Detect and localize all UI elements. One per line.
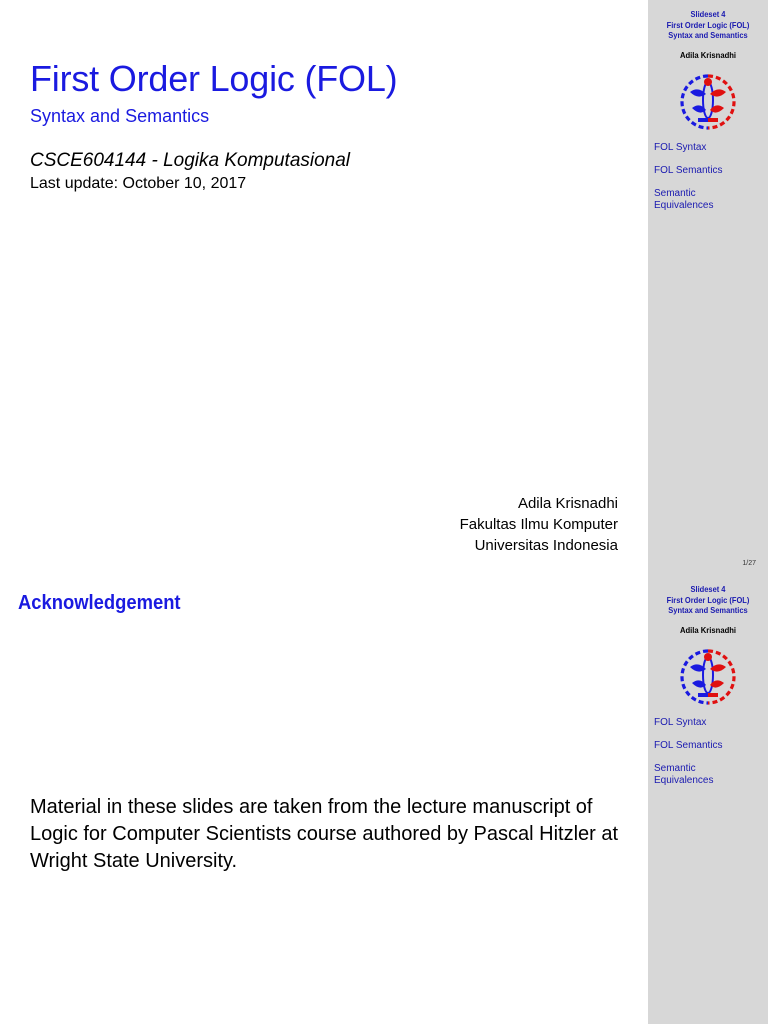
last-update: Last update: October 10, 2017 bbox=[30, 175, 247, 192]
sidebar-nav bbox=[648, 142, 768, 212]
sidebar-item-fol-syntax[interactable]: FOL Syntax bbox=[654, 716, 707, 728]
sidebar-author: Adila Krisnadhi bbox=[679, 49, 737, 60]
slide-acknowledgement bbox=[0, 575, 768, 1024]
slide-title-heading: First Order Logic (FOL) bbox=[30, 58, 398, 99]
author-name: Adila Krisnadhi bbox=[517, 495, 618, 512]
sidebar-nav bbox=[648, 717, 768, 787]
sidebar-author: Adila Krisnadhi bbox=[679, 624, 737, 635]
slideset-label: Slideset 4 bbox=[690, 584, 726, 594]
affiliation bbox=[460, 493, 618, 556]
sidebar-item-fol-semantics[interactable]: FOL Semantics bbox=[654, 739, 723, 751]
sidebar-header bbox=[655, 0, 761, 41]
sidebar-item-semantic-equivalences[interactable]: Semantic Equivalences bbox=[654, 762, 714, 786]
sidebar bbox=[648, 0, 768, 575]
sidebar-header bbox=[655, 575, 761, 616]
sidebar-item-fol-syntax[interactable]: FOL Syntax bbox=[654, 141, 707, 153]
university-seal-icon bbox=[676, 70, 740, 132]
slide-subtitle: Syntax and Semantics bbox=[30, 106, 210, 126]
acknowledgement-heading: Acknowledgement bbox=[18, 592, 181, 614]
acknowledgement-body: Material in these slides are taken from the lecture manuscript of Logic for Computer Scientists course authored by Pascal Hitzler at Wright State University. bbox=[30, 796, 619, 872]
faculty-name: Fakultas Ilmu Komputer bbox=[459, 516, 618, 533]
sidebar-item-fol-semantics[interactable]: FOL Semantics bbox=[654, 164, 723, 176]
page-number: 1/27 bbox=[742, 560, 756, 567]
sidebar-title: First Order Logic (FOL) bbox=[666, 594, 750, 605]
sidebar bbox=[648, 575, 768, 1024]
sidebar-subtitle: Syntax and Semantics bbox=[668, 605, 748, 615]
sidebar-title: First Order Logic (FOL) bbox=[666, 19, 750, 30]
sidebar-subtitle: Syntax and Semantics bbox=[668, 30, 748, 40]
course-name: CSCE604144 - Logika Komputasional bbox=[30, 150, 351, 171]
university-seal-icon bbox=[676, 645, 740, 707]
sidebar-item-semantic-equivalences[interactable]: Semantic Equivalences bbox=[654, 187, 714, 211]
university-name: Universitas Indonesia bbox=[474, 537, 618, 554]
slideset-label: Slideset 4 bbox=[690, 9, 726, 19]
